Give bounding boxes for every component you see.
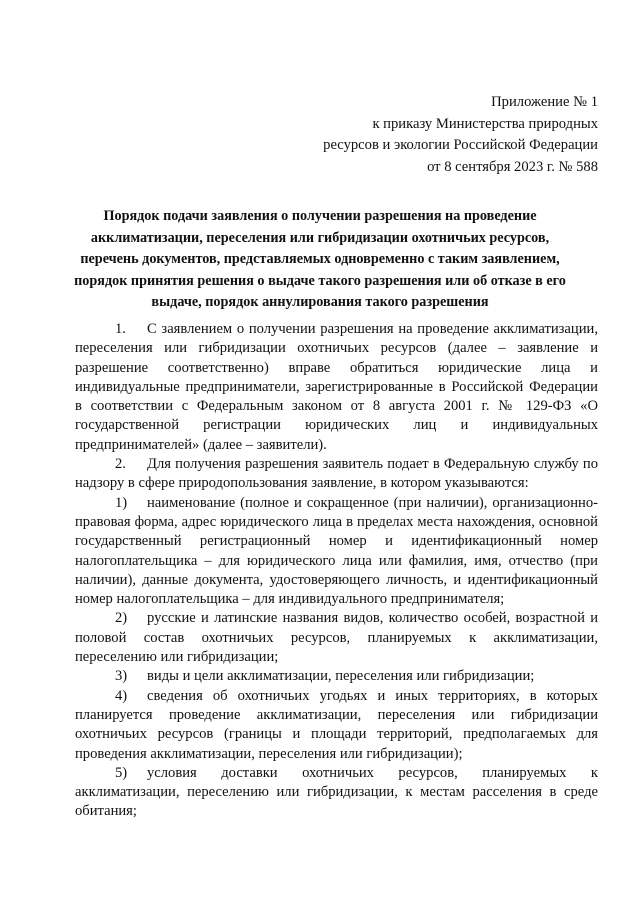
list-item-number: 1) <box>115 494 128 511</box>
list-item-number: 5) <box>115 764 128 781</box>
list-item-number: 3) <box>115 668 128 685</box>
document-title <box>70 206 570 314</box>
list-item-text: виды и цели акклиматизации, переселения или гибридизации; <box>147 668 535 685</box>
list-item-5 <box>75 764 598 822</box>
paragraph-1 <box>75 320 598 455</box>
title-line: Порядок подачи заявления о получении разрешения на проведение <box>103 208 537 224</box>
paragraph-number: 2. <box>115 456 126 473</box>
document-body <box>75 320 598 822</box>
list-item-4 <box>75 687 598 764</box>
title-line: выдаче, порядок аннулирования такого разрешения <box>151 294 489 310</box>
list-item-text: русские и латинские названия видов, количество особей, возрастной и половой состав охотничьих ресурсов, планируемых к акклиматизации, переселению или гибридизации; <box>75 610 598 666</box>
list-item-2 <box>75 609 598 667</box>
list-item-1 <box>75 494 598 610</box>
list-item-text: наименование (полное и сокращенное (при наличии), организационно-правовая форма, адрес юридического лица в пределах места нахождения, основной государственный регистрационный номер и идентификационный номер налогоплательщика – для юридического лица или фамилия, имя, отчество (при наличии), данные документа, удостоверяющего личность, и идентификационный номер налогоплательщика – для индивидуального предпринимателя; <box>75 494 598 608</box>
list-item-text: сведения об охотничьих угодьях и иных территориях, в которых планируется проведение акклиматизации, переселения или гибридизации охотничьих ресурсов (границы и площади территорий, предполагаемых для проведения акклиматизации, переселения или гибридизации); <box>75 687 598 762</box>
appendix-line: ресурсов и экологии Российской Федерации <box>323 137 598 153</box>
list-item-3 <box>75 667 598 686</box>
list-item-number: 4) <box>115 687 128 704</box>
appendix-header <box>323 92 598 178</box>
list-item-text: условия доставки охотничьих ресурсов, планируемых к акклиматизации, переселению или гибридизации, к местам расселения в среде обитания; <box>75 764 598 820</box>
paragraph-2 <box>75 455 598 494</box>
list-item-number: 2) <box>115 610 128 627</box>
paragraph-text: Для получения разрешения заявитель подает в Федеральную службу по надзору в сфере природопользования заявление, в котором указываются: <box>75 456 598 492</box>
title-line: акклиматизации, переселения или гибридизации охотничьих ресурсов, <box>90 229 550 246</box>
paragraph-number: 1. <box>115 321 126 337</box>
appendix-line: Приложение № 1 <box>491 94 598 110</box>
paragraph-text: С заявлением о получении разрешения на проведение акклиматизации, переселения или гибридизации охотничьих ресурсов (далее – заявление и разрешение соответственно) вправе обратиться юридические лица и индивидуальные предприниматели, зарегистрированные в Российской Федерации в соответствии с Федеральным законом от 8 августа 2001 г. № 129-ФЗ «О государственной регистрации юридических лиц и индивидуальных предпринимателей» (далее – заявители). <box>75 321 598 453</box>
title-line: перечень документов, представляемых одновременно с таким заявлением, <box>80 251 560 267</box>
appendix-line: к приказу Министерства природных <box>372 115 598 132</box>
appendix-line: от 8 сентября 2023 г. № 588 <box>427 158 598 175</box>
title-line: порядок принятия решения о выдаче такого разрешения или об отказе в его <box>74 272 566 289</box>
